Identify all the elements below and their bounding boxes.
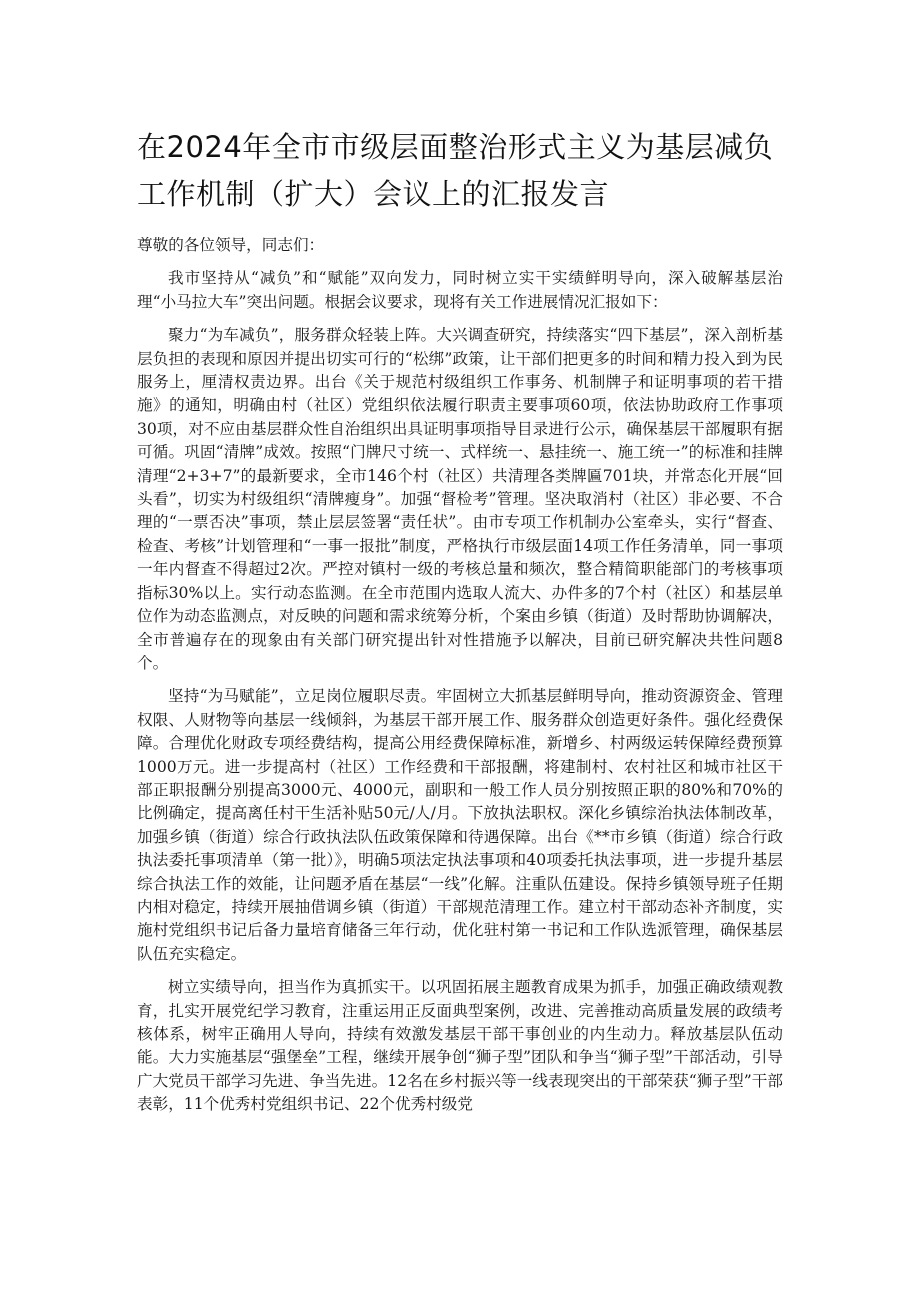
document-title: 在2024年全市市级层面整治形式主义为基层减负工作机制（扩大）会议上的汇报发言 [137,130,774,211]
salutation: 尊敬的各位领导，同志们： [137,236,325,254]
paragraph-performance: 树立实绩导向，担当作为真抓实干。以巩固拓展主题教育成果为抓手，加强正确政绩观教育，扎实开展党纪学习教育，注重运用正反面典型案例，改进、完善推动高质量发展的政绩考核体系，树牢正确用人导向，持续有效激发基层干部干事创业的内生动力。释放基层队伍动能。大力实施基层“强堡垒”工程，继续开展争创“狮子型”团队和争当“狮子型”干部活动，引导广大党员干部学习先进、争当先进。12名在乡村振兴等一线表现突出的干部荣获“狮子型”干部表彰，11个优秀村党组织书记、22个优秀村级党 [137,978,783,1114]
document-body [137,234,783,1117]
paragraph-intro: 我市坚持从“减负”和“赋能”双向发力，同时树立实干实绩鲜明导向，深入破解基层治理“小马拉大车”突出问题。根据会议要求，现将有关工作进展情况汇报如下： [137,269,783,311]
paragraph-reduce-burden: 聚力“为车减负”，服务群众轻装上阵。大兴调查研究，持续落实“四下基层”，深入剖析基层负担的表现和原因并提出切实可行的“松绑”政策，让干部们把更多的时间和精力投入到为民服务上，厘清权责边界。出台《关于规范村级组织工作事务、机制牌子和证明事项的若干措施》的通知，明确由村（社区）党组织依法履行职责主要事项60项，依法协助政府工作事项30项，对不应由基层群众性自治组织出具证明事项指导目录进行公示，确保基层干部履职有据可循。巩固“清牌”成效。按照“门牌尺寸统一、式样统一、悬挂统一、施工统一”的标准和挂牌清理“2+3+7”的最新要求，全市146个村（社区）共清理各类牌匾701块，并常态化开展“回头看”，切实为村级组织“清牌瘦身”。加强“督检考”管理。坚决取消村（社区）非必要、不合理的“一票否决”事项，禁止层层签署“责任状”。由市专项工作机制办公室牵头，实行“督查、检查、考核”计划管理和“一事一报批”制度，严格执行市级层面14项工作任务清单，同一事项一年内督查不得超过2次。严控对镇村一级的考核总量和频次，整合精简职能部门的考核事项指标30%以上。实行动态监测。在全市范围内选取人流大、办件多的7个村（社区）和基层单位作为动态监测点，对反映的问题和需求统筹分析，个案由乡镇（街道）及时帮助协调解决，全市普遍存在的现象由有关部门研究提出针对性措施予以解决，目前已研究解决共性问题8个。 [137,326,783,672]
paragraph-empower: 坚持“为马赋能”，立足岗位履职尽责。牢固树立大抓基层鲜明导向，推动资源资金、管理权限、人财物等向基层一线倾斜，为基层干部开展工作、服务群众创造更好条件。强化经费保障。合理优化财政专项经费结构，提高公用经费保障标准，新增乡、村两级运转保障经费预算1000万元。进一步提高村（社区）工作经费和干部报酬，将建制村、农村社区和城市社区干部正职报酬分别提高3000元、4000元，副职和一般工作人员分别按照正职的80%和70%的比例确定，提高离任村干生活补贴50元/人/月。下放执法职权。深化乡镇综治执法体制改革，加强乡镇（街道）综合行政执法队伍政策保障和待遇保障。出台《**市乡镇（街道）综合行政执法委托事项清单（第一批）》，明确5项法定执法事项和40项委托执法事项，进一步提升基层综合执法工作的效能，让问题矛盾在基层“一线”化解。注重队伍建设。保持乡镇领导班子任期内相对稳定，持续开展抽借调乡镇（街道）干部规范清理工作。建立村干部动态补齐制度，实施村党组织书记后备力量培育储备三年行动，优化驻村第一书记和工作队选派管理，确保基层队伍充实稳定。 [137,687,783,963]
